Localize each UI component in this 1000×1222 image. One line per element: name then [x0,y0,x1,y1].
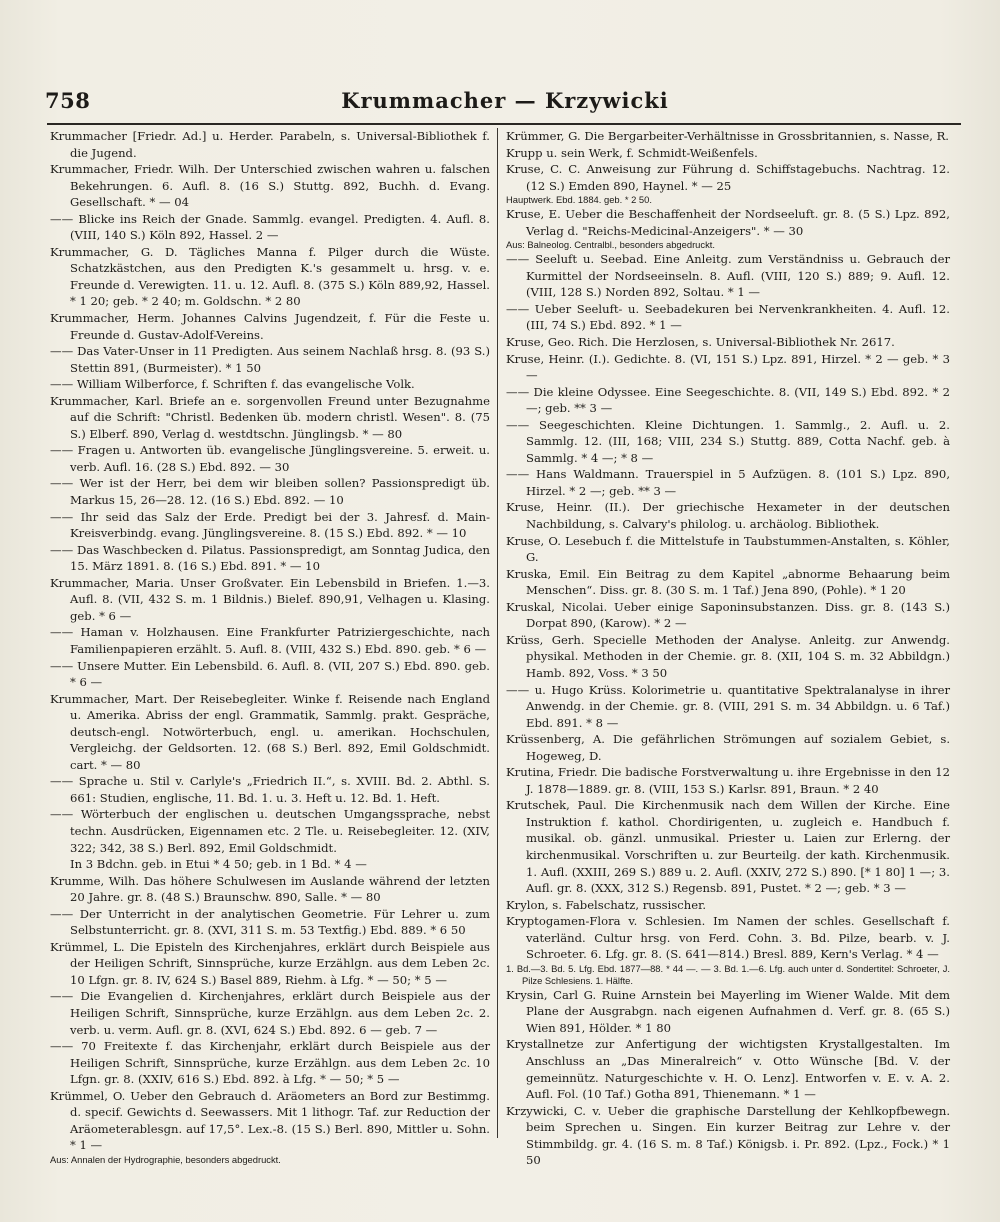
catalog-entry: —— Das Vater-Unser in 11 Predigten. Aus seinem Nachlaß hrsg. 8. (93 S.) Stettin 891, (Burmeister). * 1 50 [50,344,490,375]
catalog-entry: —— Wer ist der Herr, bei dem wir bleiben sollen? Passionspredigt üb. Markus 15, 26—28. 12. (16 S.) Ebd. 892. — 10 [50,476,490,508]
catalog-entry: Krümmer, G. Die Bergarbeiter-Verhältnisse in Grossbritannien, s. Nasse, R. [506,129,949,143]
catalog-entry: Kruse, O. Lesebuch f. die Mittelstufe in Taubstummen-Anstalten, s. Köhler, G. [506,533,950,565]
page-header [45,88,965,122]
header-rule [47,123,961,125]
catalog-entry: Krummacher, Maria. Unser Großvater. Ein Lebensbild in Briefen. 1.—3. Aufl. 8. (VII, 432 S. m. 1 Bildnis.) Bielef. 890,91, Velhagen u. Klasing. geb. * 6 — [50,575,490,623]
running-head: Krummacher — Krzywicki [341,88,669,113]
catalog-entry: —— Fragen u. Antworten üb. evangelische Jünglingsvereine. 5. erweit. u. verb. Aufl. 16. (28 S.) Ebd. 892. — 30 [50,443,490,474]
catalog-entry: Krystallnetze zur Anfertigung der wichtigsten Krystallgestalten. Im Anschluss an „Das Mineralreich“ v. Otto Wünsche [Bd. V. der gemeinnütz. Naturgeschichte v. H. O. Lenz]. Entworfen v. E. v. A. 2. Aufl. Fol. (10 Taf.) Gotha 891, Thienemann. * 1 — [506,1037,950,1102]
page-number: 758 [45,88,91,113]
catalog-entry: Krysin, Carl G. Ruine Arnstein bei Mayerling im Wiener Walde. Mit dem Plane der Ausgrabgn. nach eigenen Aufnahmen d. Verf. gr. 8. (65 S.) Wien 891, Hölder. * 1 80 [506,987,950,1035]
catalog-entry: Krylon, s. Fabelschatz, russischer. [506,897,707,912]
entry-note: Aus: Balneolog. Centralbl., besonders abgedruckt. [506,239,715,251]
catalog-entry: —— William Wilberforce, f. Schriften f. das evangelische Volk. [50,377,415,392]
catalog-entry: —— Wörterbuch der englischen u. deutschen Umgangssprache, nebst techn. Ausdrücken, Eigennamen etc. 2 Tle. u. Reisebegleiter. 12. (XIV, 322; 342, 38 S.) Berl. 892, Emil Goldschmidt. [50,807,490,855]
catalog-entry: —— Die Evangelien d. Kirchenjahres, erklärt durch Beispiele aus der Heiligen Schrift, Sinnsprüche, kurze Erzählgn. aus dem Leben 2c. 2. verb. u. verm. Aufl. gr. 8. (XVI, 624 S.) Ebd. 892. 6 — geb. 7 — [50,989,490,1037]
catalog-entry: Krummacher, Herm. Johannes Calvins Jugendzeit, f. Für die Feste u. Freunde d. Gustav-Adolf-Vereins. [50,311,490,342]
catalog-entry: —— Unsere Mutter. Ein Lebensbild. 6. Aufl. 8. (VII, 207 S.) Ebd. 890. geb. * 6 — [50,658,490,690]
catalog-entry: Krutina, Friedr. Die badische Forstverwaltung u. ihre Ergebnisse in den 12 J. 1878—1889. gr. 8. (VIII, 153 S.) Karlsr. 891, Braun. * 2 40 [506,765,950,796]
catalog-entry: —— Seeluft u. Seebad. Eine Anleitg. zum Verständniss u. Gebrauch der Kurmittel der Nordseeinseln. 8. Aufl. (VIII, 120 S.) 889; 9. Aufl. 12. (VIII, 128 S.) Norden 892, Soltau. * 1 — [506,252,950,300]
catalog-entry: —— u. Hugo Krüss. Kolorimetrie u. quantitative Spektralanalyse in ihrer Anwendg. in der Chemie. gr. 8. (VIII, 291 S. m. 34 Abbildgn. u. 6 Taf.) Ebd. 891. * 8 — [506,682,950,730]
right-column [506,128,950,1168]
catalog-entry: —— Die kleine Odyssee. Eine Seegeschichte. 8. (VII, 149 S.) Ebd. 892. * 2 —; geb. ** 3 — [506,384,950,416]
catalog-entry: Krummacher [Friedr. Ad.] u. Herder. Parabeln, s. Universal-Bibliothek f. die Jugend. [50,129,490,160]
catalog-entry: —— Haman v. Holzhausen. Eine Frankfurter Patriziergeschichte, nach Familienpapieren erzählt. 5. Aufl. 8. (VIII, 432 S.) Ebd. 890. geb. * 6 — [50,625,490,656]
catalog-entry: Kruska, Emil. Ein Beitrag zu dem Kapitel „abnorme Behaarung beim Menschen“. Diss. gr. 8. (30 S. m. 1 Taf.) Jena 890, (Pohle). * 1 20 [506,566,950,598]
catalog-entry: —— Ueber Seeluft- u. Seebadekuren bei Nervenkrankheiten. 4. Aufl. 12. (III, 74 S.) Ebd. 892. * 1 — [506,301,950,333]
catalog-entry: —— Ihr seid das Salz der Erde. Predigt bei der 3. Jahresf. d. Main-Kreisverbindg. evang. Jünglingsvereine. 8. (15 S.) Ebd. 892. * — 10 [50,509,490,541]
entry-note: Aus: Annalen der Hydrographie, besonders abgedruckt. [50,1153,281,1165]
catalog-entry: —— Der Unterricht in der analytischen Geometrie. Für Lehrer u. zum Selbstunterricht. gr. 8. (XVI, 311 S. m. 53 Textfig.) Ebd. 889. * 6 50 [50,906,490,938]
catalog-entry: Kruse, C. C. Anweisung zur Führung d. Schiffstagebuchs. Nachtrag. 12. (12 S.) Emden 890, Haynel. * — 25 [506,162,950,193]
catalog-entry: Krummacher, G. D. Tägliches Manna f. Pilger durch die Wüste. Schatzkästchen, aus den Predigten K.'s gesammelt u. hrsg. v. e. Freunde d. Verewigten. 11. u. 12. Aufl. 8. (375 S.) Köln 889,92, Hassel. * 1 20; geb. * 2 40; m. Goldschn. * 2 80 [50,244,490,309]
catalog-entry: —— Seegeschichten. Kleine Dichtungen. 1. Sammlg., 2. Aufl. u. 2. Sammlg. 12. (III, 168; VIII, 234 S.) Stuttg. 889, Cotta Nachf. geb. à Sammlg. * 4 —; * 8 — [506,417,950,465]
entry-note: 1. Bd.—3. Bd. 5. Lfg. Ebd. 1877—88. * 44 —. — 3. Bd. 1.—6. Lfg. auch unter d. Sondertitel: Schroeter, J. Pilze Schlesiens. 1. Hälfte. [506,962,950,986]
catalog-entry: Krüssenberg, A. Die gefährlichen Strömungen auf sozialem Gebiet, s. Hogeweg, D. [506,732,950,763]
entry-note: Hauptwerk. Ebd. 1884. geb. * 2 50. [506,194,652,206]
catalog-entry: Kryptogamen-Flora v. Schlesien. Im Namen der schles. Gesellschaft f. vaterländ. Cultur hrsg. von Ferd. Cohn. 3. Bd. Pilze, bearb. v. J. Schroeter. 6. Lfg. gr. 8. (S. 641—814.) Bresl. 889, Kern's Verlag. * 4 — [506,914,950,962]
catalog-entry: —— Blicke ins Reich der Gnade. Sammlg. evangel. Predigten. 4. Aufl. 8. (VIII, 140 S.) Köln 892, Hassel. 2 — [50,211,490,243]
catalog-entry: Krummacher, Mart. Der Reisebegleiter. Winke f. Reisende nach England u. Amerika. Abriss der engl. Grammatik, Sammlg. prakt. Gespräche, deutsch-engl. Notwörterbuch, engl. u. amerikan. Hochschulen, Vergleichg. der Geldsorten. 12. (68 S.) Berl. 892, Emil Goldschmidt. cart. * — 80 [50,691,490,772]
catalog-entry: Krummacher, Friedr. Wilh. Der Unterschied zwischen wahren u. falschen Bekehrungen. 6. Aufl. 8. (16 S.) Stuttg. 892, Buchh. d. Evang. Gesellschaft. * — 04 [50,162,490,210]
catalog-entry: Krüss, Gerh. Specielle Methoden der Analyse. Anleitg. zur Anwendg. physikal. Methoden in der Chemie. gr. 8. (XII, 104 S. m. 32 Abbildgn.) Hamb. 892, Voss. * 3 50 [506,632,950,680]
catalog-entry: Kruskal, Nicolai. Ueber einige Saponinsubstanzen. Diss. gr. 8. (143 S.) Dorpat 890, (Karow). * 2 — [506,599,950,631]
catalog-entry: —— Hans Waldmann. Trauerspiel in 5 Aufzügen. 8. (101 S.) Lpz. 890, Hirzel. * 2 —; geb. ** 3 — [506,467,950,498]
catalog-entry: Kruse, Geo. Rich. Die Herzlosen, s. Universal-Bibliothek Nr. 2617. [506,335,895,350]
catalog-entry: Krummacher, Karl. Briefe an e. sorgenvollen Freund unter Bezugnahme auf die Schrift: "Christl. Bedenken üb. modern christl. Wesen". 8. (75 S.) Elberf. 890, Verlag d. westdtschn. Jünglingsb. * — 80 [50,393,490,441]
catalog-entry: Krzywicki, C. v. Ueber die graphische Darstellung der Kehlkopfbewegn. beim Sprechen u. Singen. Ein kurzer Beitrag zur Lehre v. der Stimmbildg. gr. 4. (16 S. m. 8 Taf.) Königsb. i. Pr. 892. (Lpz., Fock.) * 1 50 [506,1103,950,1168]
catalog-entry: —— Sprache u. Stil v. Carlyle's „Friedrich II.“, s. XVIII. Bd. 2. Abthl. S. 661: Studien, englische, 11. Bd. 1. u. 3. Heft u. 12. Bd. 1. Heft. [50,774,490,805]
column-divider [497,128,498,1138]
catalog-entry: Krumme, Wilh. Das höhere Schulwesen im Auslande während der letzten 20 Jahre. gr. 8. (48 S.) Braunschw. 890, Salle. * — 80 [50,873,490,905]
catalog-entry: Kruse, Heinr. (I.). Gedichte. 8. (VI, 151 S.) Lpz. 891, Hirzel. * 2 — geb. * 3 — [506,351,950,383]
catalog-entry: Krupp u. sein Werk, f. Schmidt-Weißenfels. [506,145,758,160]
catalog-entry: Kruse, Heinr. (II.). Der griechische Hexameter in der deutschen Nachbildung, s. Calvary's philolog. u. archäolog. Bibliothek. [506,500,950,532]
left-column [50,128,490,1165]
catalog-entry: In 3 Bdchn. geb. in Etui * 4 50; geb. in 1 Bd. * 4 — [70,857,367,872]
catalog-entry: —— Das Waschbecken d. Pilatus. Passionspredigt, am Sonntag Judica, den 15. März 1891. 8. (16 S.) Ebd. 891. * — 10 [50,542,490,574]
catalog-entry: Krutschek, Paul. Die Kirchenmusik nach dem Willen der Kirche. Eine Instruktion f. kathol. Chordirigenten, u. zugleich e. Handbuch f. musikal. ob. gänzl. unmusikal. Priester u. Laien zur Erlerng. der kirchenmusikal. Vorschriften u. zur Beurteilg. der kath. Kirchenmusik. 1. Aufl. (XXIII, 269 S.) 889 u. 2. Aufl. (XXIV, 272 S.) 890. [* 1 80] 1 —; 3. Aufl. gr. 8. (XXX, 312 S.) Regensb. 891, Pustet. * 2 —; geb. * 3 — [506,798,950,896]
catalog-entry: Krümmel, O. Ueber den Gebrauch d. Aräometers an Bord zur Bestimmg. d. specif. Gewichts d. Seewassers. Mit 1 lithogr. Taf. zur Reduction der Aräometerablesgn. auf 17,5°. Lex.-8. (15 S.) Berl. 890, Mittler u. Sohn. * 1 — [50,1088,490,1153]
catalog-entry: Kruse, E. Ueber die Beschaffenheit der Nordseeluft. gr. 8. (5 S.) Lpz. 892, Verlag d. "Reichs-Medicinal-Anzeigers". * — 30 [506,207,950,238]
catalog-entry: Krümmel, L. Die Episteln des Kirchenjahres, erklärt durch Beispiele aus der Heiligen Schrift, Sinnsprüche, kurze Erzählgn. aus dem Leben 2c. 10 Lfgn. gr. 8. IV, 624 S.) Basel 889, Riehm. à Lfg. * — 50; * 5 — [50,939,490,987]
catalog-entry: —— 70 Freitexte f. das Kirchenjahr, erklärt durch Beispiele aus der Heiligen Schrift, Sinnsprüche, kurze Erzählgn. aus dem Leben 2c. 10 Lfgn. gr. 8. (XXIV, 616 S.) Ebd. 892. à Lfg. * — 50; * 5 — [50,1039,490,1087]
